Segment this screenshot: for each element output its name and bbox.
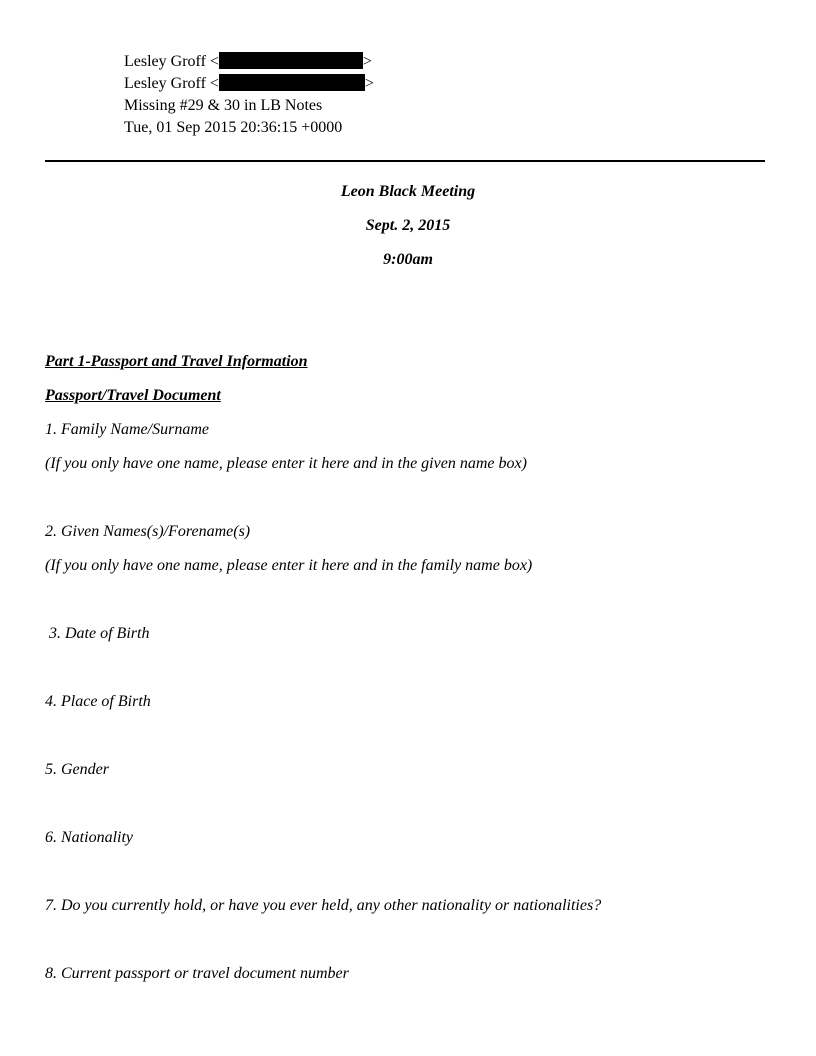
meeting-date: Sept. 2, 2015 (365, 217, 451, 234)
subject-value: Missing #29 & 30 in LB Notes (124, 97, 323, 114)
part-heading: Part 1-Passport and Travel Information (45, 353, 308, 370)
redaction-bar (219, 52, 363, 69)
redaction-bar (219, 74, 365, 91)
question-2-note: (If you only have one name, please enter it here and in the family name box) (45, 557, 533, 574)
question-6: 6. Nationality (45, 829, 133, 846)
question-3: 3. Date of Birth (45, 625, 150, 642)
question-7: 7. Do you currently hold, or have you ever held, any other nationality or nationalities? (45, 897, 602, 914)
from-name: Lesley Groff < (124, 53, 219, 70)
meeting-time: 9:00am (383, 251, 433, 268)
header-divider (45, 160, 765, 162)
question-4: 4. Place of Birth (45, 693, 151, 710)
to-close: > (364, 75, 374, 92)
question-2: 2. Given Names(s)/Forename(s) (45, 523, 251, 540)
to-value (124, 74, 374, 94)
question-5: 5. Gender (45, 761, 109, 778)
question-8: 8. Current passport or travel document number (45, 965, 349, 982)
to-name: Lesley Groff < (124, 75, 219, 92)
question-1-note: (If you only have one name, please enter it here and in the given name box) (45, 455, 527, 472)
meeting-title: Leon Black Meeting (340, 183, 476, 200)
from-close: > (362, 53, 372, 70)
section-heading: Passport/Travel Document (45, 387, 221, 404)
question-1: 1. Family Name/Surname (45, 421, 209, 438)
date-value: Tue, 01 Sep 2015 20:36:15 +0000 (124, 119, 343, 136)
from-value (124, 52, 372, 72)
